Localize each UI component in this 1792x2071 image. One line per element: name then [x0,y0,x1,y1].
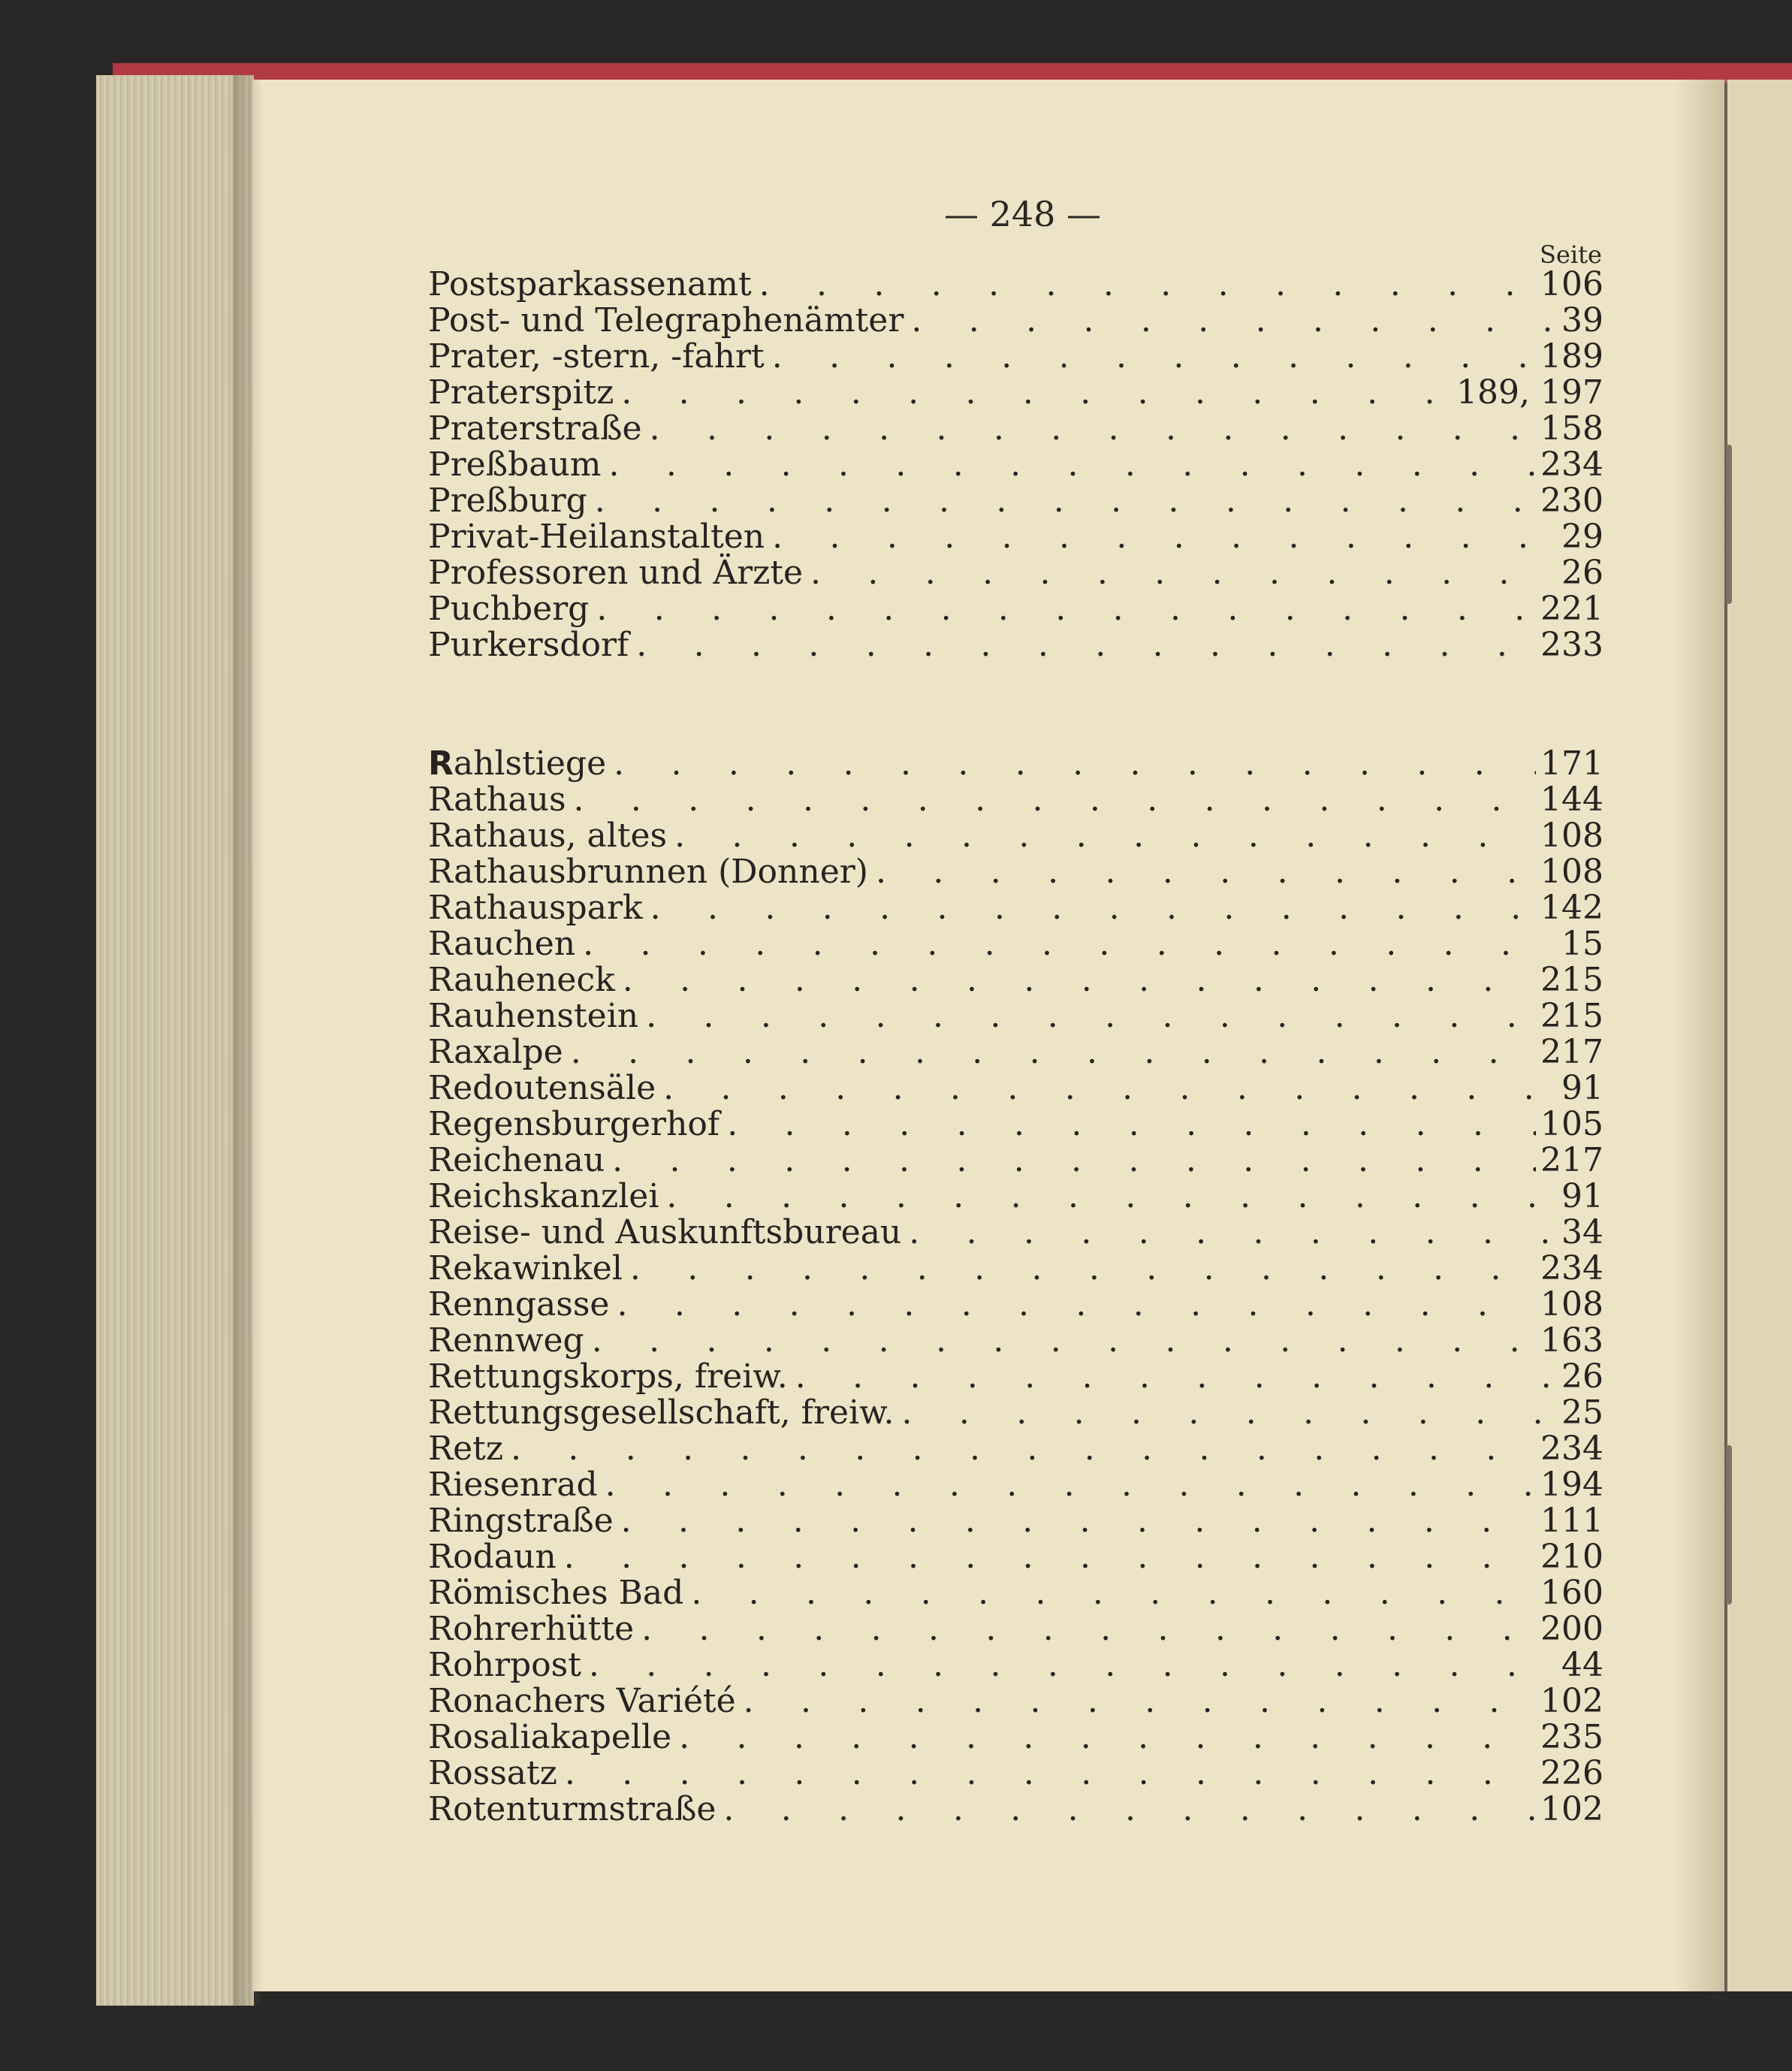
index-term: Privat-Heilanstalten [428,518,765,556]
index-entry [428,1323,1603,1359]
index-entry [428,962,1603,998]
index-entry [428,1539,1603,1575]
leader-dots [765,339,1536,375]
leader-dots [575,926,1557,962]
leader-dots [584,1323,1536,1359]
index-entry [428,411,1603,447]
index-term: Rettungsgesellschaft, freiw. [428,1393,894,1432]
book-gutter [1675,80,1731,1991]
index-pages: 226 [1540,1754,1603,1792]
index-term: Rosaliakapelle [428,1718,672,1756]
leader-dots [894,1395,1557,1431]
index-term: Postsparkassenamt [428,265,752,303]
index-entry [428,1467,1603,1503]
index-entry [428,746,1603,782]
index-entry [428,1611,1603,1647]
index-entry [428,1287,1603,1323]
index-pages: 171 [1540,744,1603,783]
index-pages: 26 [1561,554,1603,592]
index-entry [428,627,1603,663]
index-entry [428,1431,1603,1467]
index-term: Rettungskorps, freiw. [428,1357,788,1396]
leader-dots [752,267,1536,303]
index-term: Praterstraße [428,409,642,448]
leader-dots [614,375,1452,411]
index-term: Rossatz [428,1754,557,1792]
index-entry [428,1179,1603,1215]
index-list [428,267,1603,1828]
index-pages: 102 [1540,1790,1603,1828]
index-term: Praterspitz [428,373,614,412]
index-term: Rauchen [428,925,576,963]
index-term: Redoutensäle [428,1069,656,1107]
index-term: Rodaun [428,1538,557,1576]
index-term: Puchberg [428,590,590,628]
index-term: Rotenturmstraße [428,1790,716,1828]
index-term: Preßburg [428,482,587,520]
page-clip-icon [1726,1445,1732,1605]
index-entry [428,1034,1603,1070]
index-term: Preßbaum [428,445,602,484]
index-term: Reise- und Auskunftsbureau [428,1213,902,1251]
index-term: Rennweg [428,1321,584,1360]
leader-dots [788,1359,1557,1395]
leader-dots [683,1575,1536,1611]
index-pages: 39 [1561,301,1603,340]
page-clip-icon [1726,445,1732,604]
index-pages: 142 [1540,889,1603,927]
index-pages: 108 [1540,853,1603,891]
index-entry [428,1503,1603,1539]
index-entry [428,483,1603,519]
leader-dots [671,1719,1536,1756]
leader-dots [589,591,1536,627]
index-pages: 163 [1540,1321,1603,1360]
index-entry [428,267,1603,303]
index-pages: 233 [1540,626,1603,664]
index-term: Ronachers Variété [428,1682,736,1720]
index-pages: 210 [1540,1538,1603,1576]
index-term: Rauhenstein [428,997,639,1035]
leader-dots [587,483,1536,519]
index-entry [428,890,1603,926]
page-edges [96,75,254,2006]
index-pages: 106 [1540,265,1603,303]
leader-dots [609,1287,1536,1323]
index-section-p [428,267,1603,663]
index-entry [428,1756,1603,1792]
index-section-r [428,746,1603,1828]
index-pages: 26 [1561,1357,1603,1396]
index-entry [428,1575,1603,1611]
leader-dots [656,1070,1557,1106]
index-term-rest: ahlstiege [453,744,607,783]
index-term [428,746,606,782]
leader-dots [581,1647,1557,1683]
index-term: Rathauspark [428,889,643,927]
index-term: Rekawinkel [428,1249,623,1288]
index-pages: 215 [1540,997,1603,1035]
index-term: Römisches Bad [428,1574,684,1612]
index-pages: 215 [1540,961,1603,999]
index-pages: 29 [1561,518,1603,556]
index-entry [428,519,1603,555]
leader-dots [503,1431,1536,1467]
leader-dots [629,627,1536,663]
leader-dots [602,447,1536,483]
section-initial: R [428,744,454,783]
index-entry [428,854,1603,890]
index-pages: 91 [1561,1177,1603,1215]
index-term: Rohrpost [428,1646,581,1684]
section-gap [428,663,1603,746]
index-pages: 25 [1561,1393,1603,1432]
leader-dots [605,1143,1536,1179]
index-entry [428,926,1603,962]
index-pages: 234 [1540,1429,1603,1468]
index-term: Rohrerhütte [428,1610,635,1648]
index-pages: 34 [1561,1213,1603,1251]
index-term: Ringstraße [428,1502,614,1540]
facing-page-edge [1727,80,1792,1991]
index-term: Prater, -stern, -fahrt [428,337,765,376]
index-pages: 194 [1540,1466,1603,1504]
index-entry [428,1251,1603,1287]
leader-dots [623,1251,1536,1287]
leader-dots [643,890,1536,926]
index-term: Post- und Telegraphenämter [428,301,904,340]
leader-dots [667,818,1536,854]
leader-dots [803,555,1557,591]
index-entry [428,1647,1603,1683]
leader-dots [904,303,1557,339]
leader-dots [642,411,1536,447]
index-term: Riesenrad [428,1466,598,1504]
index-term: Raxalpe [428,1033,563,1071]
index-entry [428,447,1603,483]
index-pages: 230 [1540,482,1603,520]
index-entry [428,1143,1603,1179]
index-pages: 108 [1540,1285,1603,1324]
index-pages: 234 [1540,1249,1603,1288]
leader-dots [736,1683,1536,1719]
leader-dots [606,746,1536,782]
index-term: Reichskanzlei [428,1177,659,1215]
index-pages: 234 [1540,445,1603,484]
leader-dots [634,1611,1536,1647]
index-term: Rathaus [428,780,566,819]
leader-dots [566,782,1536,818]
leader-dots [614,1503,1536,1539]
leader-dots [868,854,1536,890]
leader-dots [659,1179,1557,1215]
index-term: Retz [428,1429,504,1468]
index-entry [428,998,1603,1034]
index-pages: 221 [1540,590,1603,628]
index-entry [428,818,1603,854]
leader-dots [901,1215,1557,1251]
index-pages: 235 [1540,1718,1603,1756]
index-term: Rathausbrunnen (Donner) [428,853,868,891]
index-pages: 217 [1540,1033,1603,1071]
index-entry [428,1106,1603,1143]
index-pages: 44 [1561,1646,1603,1684]
leader-dots [716,1792,1536,1828]
index-entry [428,1683,1603,1719]
index-entry [428,1359,1603,1395]
index-pages: 105 [1540,1105,1603,1143]
index-term: Rathaus, altes [428,817,668,855]
leader-dots [557,1539,1536,1575]
index-pages: 91 [1561,1069,1603,1107]
index-term: Rauheneck [428,961,615,999]
page-number: — 248 — [944,194,1102,234]
index-entry [428,1719,1603,1756]
index-pages: 189, 197 [1456,373,1603,412]
index-term: Reichenau [428,1141,605,1179]
index-term: Regensburgerhof [428,1105,720,1143]
index-pages: 144 [1540,780,1603,819]
index-pages: 160 [1540,1574,1603,1612]
index-entry [428,1395,1603,1431]
leader-dots [638,998,1536,1034]
index-entry [428,1215,1603,1251]
leader-dots [563,1034,1536,1070]
index-pages: 108 [1540,817,1603,855]
index-entry [428,1070,1603,1106]
leader-dots [765,519,1557,555]
leader-dots [557,1756,1536,1792]
leader-dots [615,962,1536,998]
index-entry [428,782,1603,818]
leader-dots [720,1106,1536,1143]
index-pages: 189 [1540,337,1603,376]
index-entry [428,1792,1603,1828]
index-pages: 200 [1540,1610,1603,1648]
index-pages: 111 [1540,1502,1603,1540]
index-entry [428,303,1603,339]
index-pages: 217 [1540,1141,1603,1179]
index-pages: 158 [1540,409,1603,448]
page-edge-shadow [233,75,263,2006]
index-term: Renngasse [428,1285,610,1324]
column-label: Seite [1540,240,1602,269]
index-entry [428,591,1603,627]
index-term: Professoren und Ärzte [428,554,804,592]
index-term: Purkersdorf [428,626,629,664]
index-pages: 15 [1561,925,1603,963]
index-entry [428,375,1603,411]
leader-dots [598,1467,1536,1503]
index-pages: 102 [1540,1682,1603,1720]
index-entry [428,555,1603,591]
index-entry [428,339,1603,375]
